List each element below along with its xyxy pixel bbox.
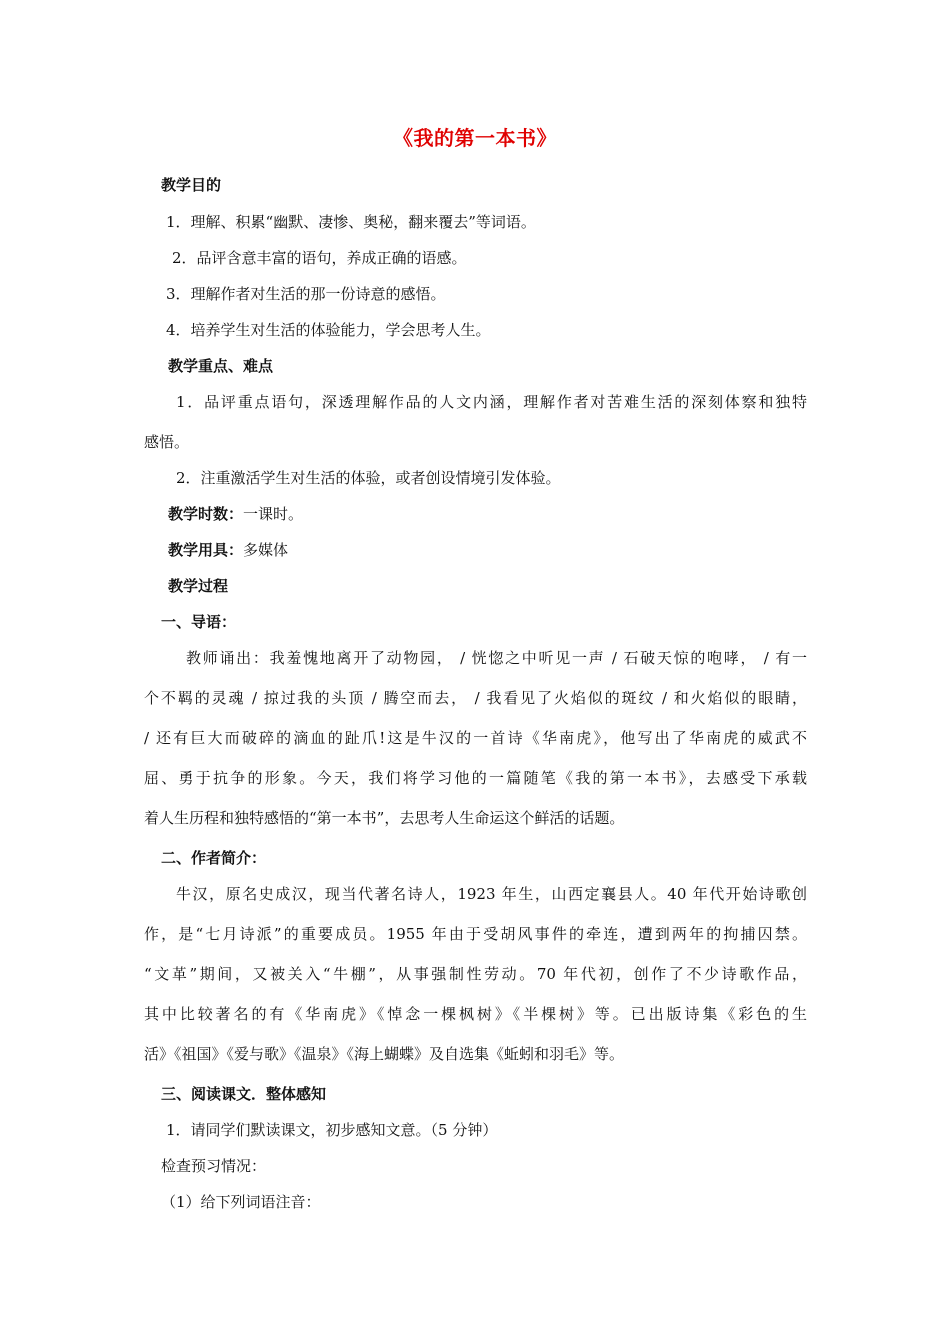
objective-item-3: 3．理解作者对生活的那一份诗意的感悟。: [166, 285, 446, 303]
teaching-tools: [168, 540, 833, 560]
key-points-heading: 教学重点、难点: [168, 357, 274, 375]
document-title: 《我的第一本书》: [393, 126, 557, 150]
author-line-5: 活》《祖国》《爱与歌》《温泉》《海上蝴蝶》及自选集《蚯蚓和羽毛》等。: [144, 1045, 625, 1063]
objectives-heading: 教学目的: [161, 176, 222, 194]
preview-check: 检查预习情况：: [161, 1157, 267, 1175]
teaching-tools-label: 教学用具：: [168, 541, 244, 559]
teaching-hours-label: 教学时数：: [168, 505, 244, 523]
key-point-item-1-line-1: 1．品评重点语句，深透理解作品的人文内涵，理解作者对苦难生活的深刻体察和独特: [176, 393, 807, 411]
author-line-3: “文革”期间，又被关入“牛棚”，从事强制性劳动。70 年代初，创作了不少诗歌作品，: [144, 965, 807, 983]
process-heading: 教学过程: [168, 577, 229, 595]
intro-line-2: 个不羁的灵魂 / 掠过我的头顶 / 腾空而去， / 我看见了火焰似的斑纹 / 和火焰似的眼睛，: [144, 689, 807, 707]
author-line-4: 其中比较著名的有《华南虎》《悼念一棵枫树》《半棵树》等。已出版诗集《彩色的生: [144, 1005, 807, 1023]
author-line-2: 作，是“七月诗派”的重要成员。1955 年由于受胡风事件的牵连，遭到两年的拘捕囚禁。: [144, 925, 807, 943]
key-point-item-1-line-2: 感悟。: [144, 433, 190, 451]
intro-line-3: / 还有巨大而破碎的滴血的趾爪!这是牛汉的一首诗《华南虎》，他写出了华南虎的威武不: [144, 729, 807, 747]
objective-item-2: 2．品评含意丰富的语句，养成正确的语感。: [172, 249, 467, 267]
author-heading: 二、作者简介：: [161, 849, 267, 867]
reading-heading: 三、阅读课文．整体感知: [161, 1085, 327, 1103]
intro-heading: 一、导语：: [161, 613, 237, 631]
teaching-tools-value: 多媒体: [243, 541, 289, 559]
intro-line-5: 着人生历程和独特感悟的“第一本书”，去思考人生命运这个鲜活的话题。: [144, 809, 625, 827]
teaching-hours: [168, 504, 833, 524]
teaching-hours-value: 一课时。: [243, 505, 304, 523]
objective-item-4: 4．培养学生对生活的体验能力，学会思考人生。: [166, 321, 491, 339]
objective-item-1: 1．理解、积累“幽默、凄惨、奥秘，翻来覆去”等词语。: [166, 213, 536, 231]
intro-line-1: 教师诵出：我羞愧地离开了动物园， / 恍惚之中听见一声 / 石破天惊的咆哮， / 有一: [186, 649, 807, 667]
key-point-item-2: 2．注重激活学生对生活的体验，或者创设情境引发体验。: [176, 469, 561, 487]
reading-item-1: 1．请同学们默读课文，初步感知文意。（5 分钟）: [166, 1121, 498, 1139]
intro-line-4: 屈、勇于抗争的形象。今天，我们将学习他的一篇随笔《我的第一本书》，去感受下承载: [144, 769, 807, 787]
reading-sub-item-1: （1）给下列词语注音：: [161, 1193, 321, 1211]
author-line-1: 牛汉，原名史成汉，现当代著名诗人，1923 年生，山西定襄县人。40 年代开始诗歌创: [176, 885, 807, 903]
